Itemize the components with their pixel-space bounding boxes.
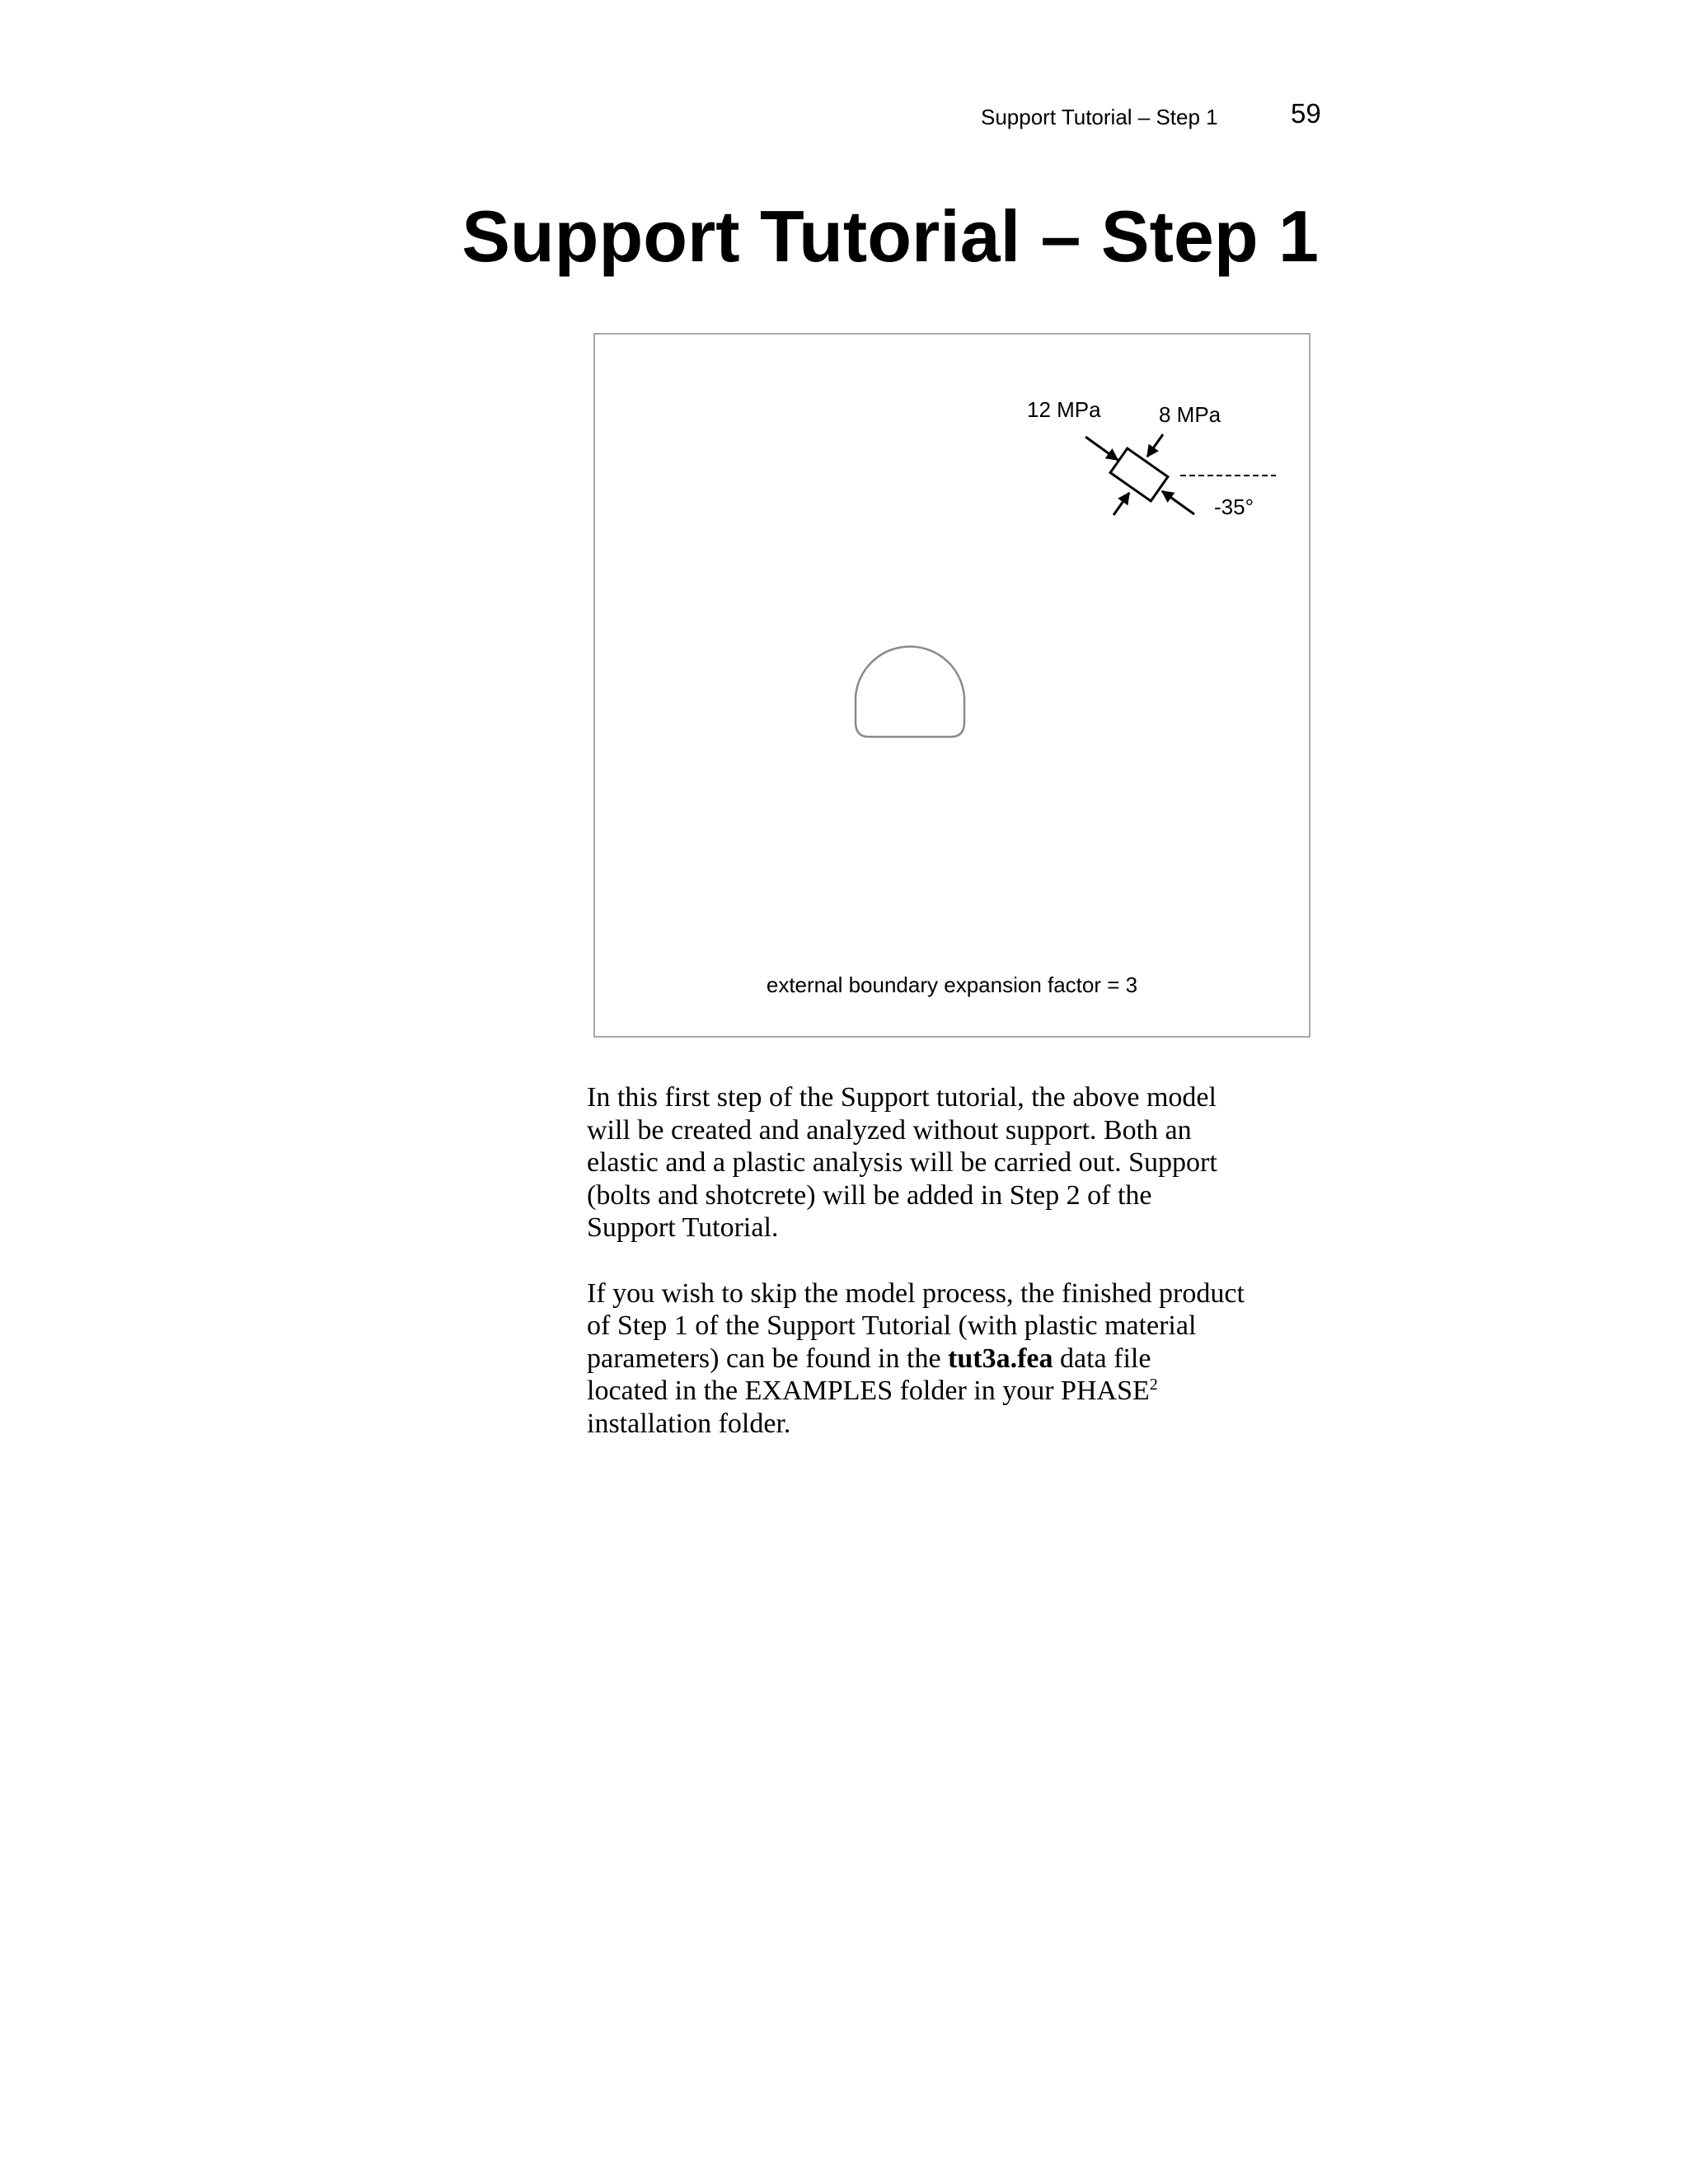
paragraph-skip (587, 1277, 1329, 1441)
page-number: 59 (1291, 98, 1321, 129)
text-line: elastic and a plastic analysis will be carried out. Support (587, 1147, 1217, 1178)
model-diagram (595, 335, 1309, 1036)
sigma1-arrow-top (1085, 437, 1118, 460)
text-line: In this first step of the Support tutorial, the above model (587, 1082, 1217, 1113)
superscript: 2 (1149, 1376, 1158, 1394)
body-text (587, 1081, 1329, 1473)
text-line: If you wish to skip the model process, the finished product (587, 1277, 1245, 1309)
page-title: Support Tutorial – Step 1 (462, 195, 1319, 277)
sigma3-arrow-top (1147, 434, 1163, 457)
text-fragment: data file (1053, 1343, 1151, 1374)
text-line: installation folder. (587, 1408, 791, 1439)
sigma3-label: 8 MPa (1159, 402, 1221, 427)
sigma3-arrow-bottom (1114, 493, 1129, 515)
stress-element (1110, 448, 1168, 501)
model-figure (593, 333, 1311, 1038)
running-header-title: Support Tutorial – Step 1 (981, 105, 1218, 129)
text-line: (bolts and shotcrete) will be added in Step 2 of the (587, 1179, 1152, 1211)
text-line: of Step 1 of the Support Tutorial (with plastic material (587, 1310, 1197, 1341)
figure-caption: external boundary expansion factor = 3 (766, 972, 1138, 997)
text-line: will be created and analyzed without support. Both an (587, 1114, 1192, 1146)
text-fragment: located in the EXAMPLES folder in your PHASE (587, 1376, 1150, 1406)
data-filename: tut3a.fea (948, 1343, 1053, 1374)
tunnel-excavation (856, 646, 964, 737)
paragraph-intro (587, 1081, 1329, 1244)
text-line: Support Tutorial. (587, 1212, 779, 1243)
sigma1-arrow-bottom (1162, 491, 1194, 514)
text-line (587, 1375, 1329, 1408)
angle-label: -35° (1214, 494, 1254, 519)
text-fragment: parameters) can be found in the (587, 1343, 949, 1374)
text-line (587, 1343, 1329, 1376)
sigma1-label: 12 MPa (1027, 397, 1101, 422)
